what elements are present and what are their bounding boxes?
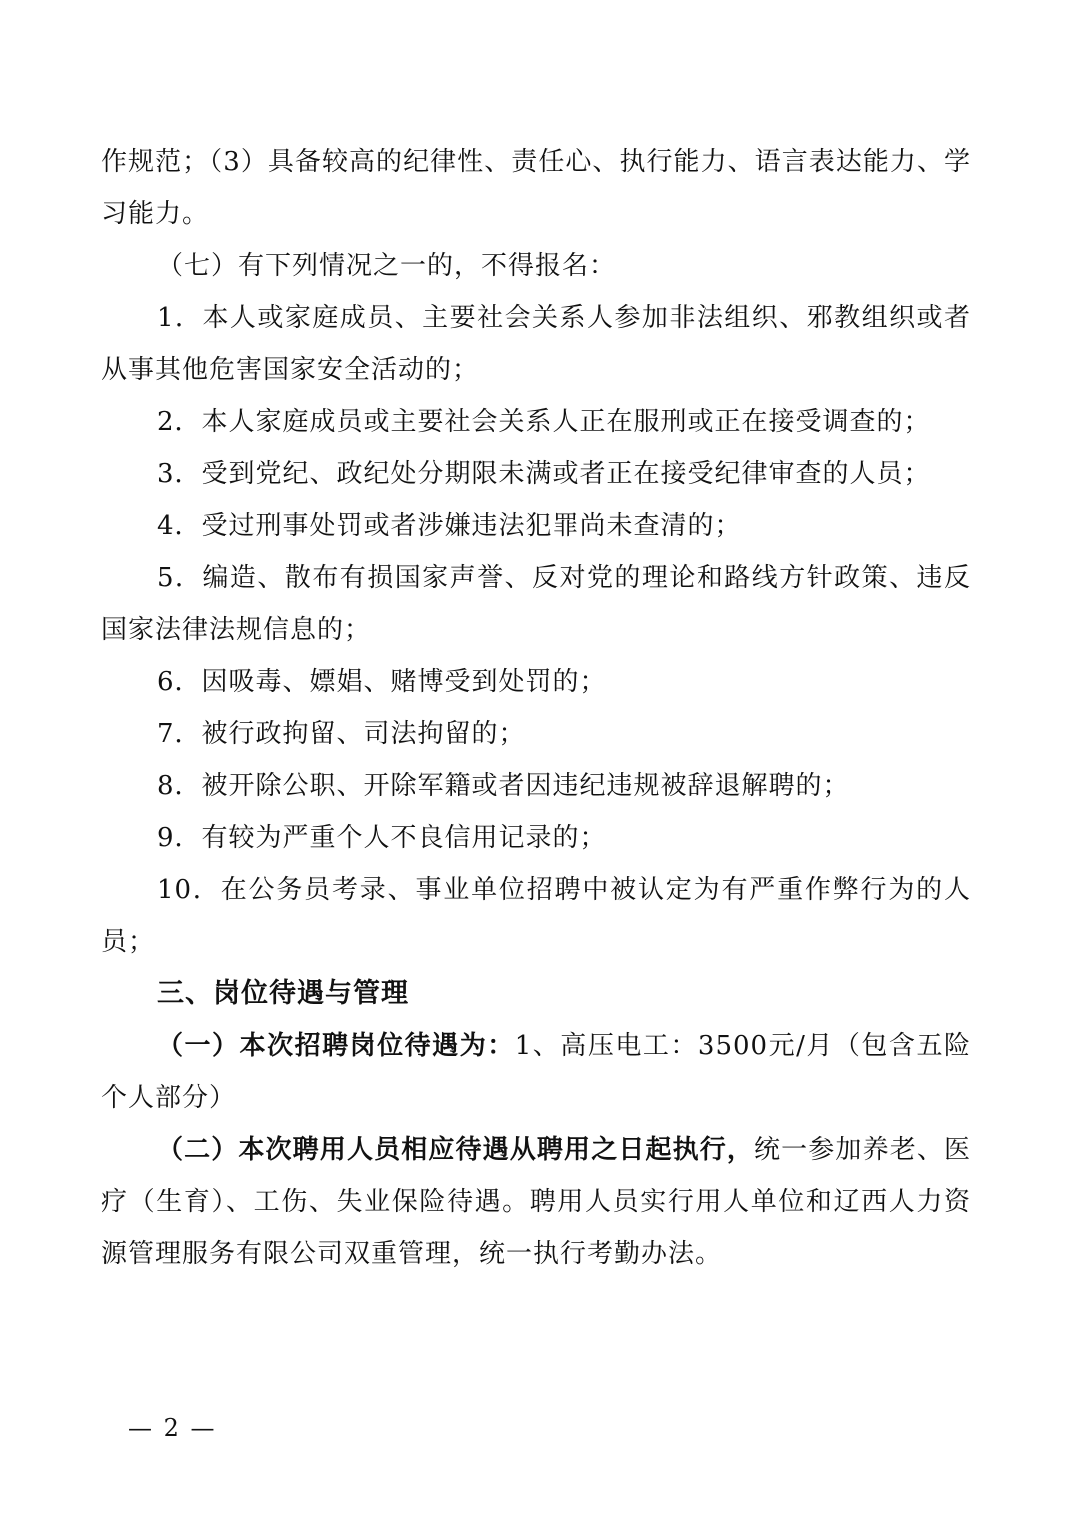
list-item-7: 7．被行政拘留、司法拘留的； bbox=[157, 719, 526, 749]
paragraph-qualification-cont: 作规范；（3）具备较高的纪律性、责任心、执行能力、语言表达能力、学习能力。 bbox=[101, 147, 971, 229]
list-item-5: 5．编造、散布有损国家声誉、反对党的理论和路线方针政策、违反国家法律法规信息的； bbox=[101, 563, 971, 645]
section-heading-benefits: 三、岗位待遇与管理 bbox=[157, 978, 409, 1009]
list-item-8: 8．被开除公职、开除军籍或者因违纪违规被辞退解聘的； bbox=[157, 771, 850, 801]
benefit-1-text: 1、高压电工：3500元/月（包含五险个人部分） bbox=[101, 1031, 971, 1113]
list-item-9: 9．有较为严重个人不良信用记录的； bbox=[157, 823, 607, 853]
list-item-1: 1．本人或家庭成员、主要社会关系人参加非法组织、邪教组织或者从事其他危害国家安全活动的； bbox=[101, 303, 971, 385]
list-item-3: 3．受到党纪、政纪处分期限未满或者正在接受纪律审查的人员； bbox=[157, 459, 931, 489]
benefit-2-label: （二）本次聘用人员相应待遇从聘用之日起执行， bbox=[157, 1135, 755, 1165]
document-body bbox=[101, 136, 971, 1280]
benefit-2-text: 统一参加养老、医疗（生育）、工伤、失业保险待遇。聘用人员实行用人单位和辽西人力资源管理服务有限公司双重管理，统一执行考勤办法。 bbox=[101, 1135, 971, 1269]
list-item-6: 6．因吸毒、嫖娼、赌博受到处罚的； bbox=[157, 667, 607, 697]
page-number: — 2 — bbox=[128, 1414, 217, 1442]
list-item-10: 10．在公务员考录、事业单位招聘中被认定为有严重作弊行为的人员； bbox=[101, 875, 971, 957]
paragraph-benefit-2 bbox=[101, 1124, 971, 1280]
list-item-4: 4．受过刑事处罚或者涉嫌违法犯罪尚未查清的； bbox=[157, 511, 742, 541]
paragraph-section-7-title: （七）有下列情况之一的，不得报名： bbox=[157, 251, 617, 281]
paragraph-benefit-1 bbox=[101, 1020, 971, 1124]
benefit-1-label: （一）本次招聘岗位待遇为： bbox=[157, 1031, 515, 1061]
list-item-2: 2．本人家庭成员或主要社会关系人正在服刑或正在接受调查的； bbox=[157, 407, 931, 437]
